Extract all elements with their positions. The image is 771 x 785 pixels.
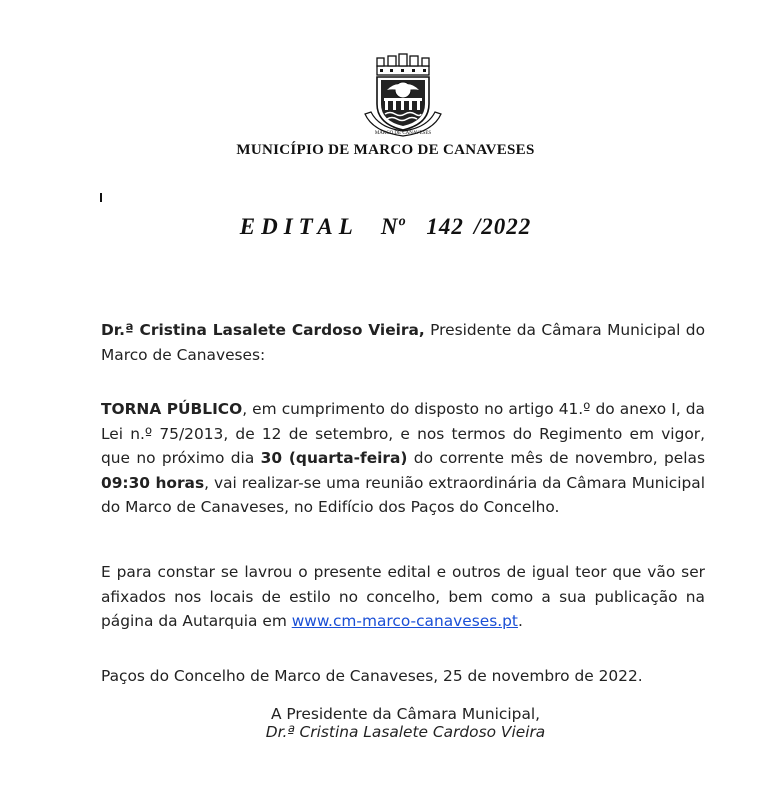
president-name: Dr.ª Cristina Lasalete Cardoso Vieira, [101,321,425,339]
crest-motto: MARCO DE CANAVESES [374,131,432,136]
meeting-day: 30 (quarta-feira) [260,449,408,467]
edital-year: /2022 [473,214,532,239]
signature-name: Dr.ª Cristina Lasalete Cardoso Vieira [265,723,546,741]
document-title [0,214,771,240]
website-link[interactable]: www.cm-marco-canaveses.pt [291,612,518,630]
municipal-crest-logo [363,52,443,138]
edital-number: 142 [426,214,464,239]
date-line: Paços do Concelho de Marco de Canaveses, 25 de novembro de 2022. [101,667,643,685]
torna-publico: TORNA PÚBLICO [101,400,243,418]
paragraph-president [101,318,705,367]
president-role: Presidente da Câmara Municipal do Marco de Canaveses: [101,321,705,364]
paragraph-publication: E para constar se lavrou o presente edital e outros de igual teor que vão ser afixados nos locais de estilo no concelho, bem como a sua publicação na página da Autarquia em www.cm-marco-canaveses.pt. [101,563,705,630]
meeting-time: 09:30 horas [101,473,205,492]
signature-role: A Presidente da Câmara Municipal, [270,705,541,723]
edital-word: EDITAL [239,214,359,239]
text-cursor-mark [100,193,102,202]
municipality-name: MUNICÍPIO DE MARCO DE CANAVESES [236,142,535,158]
number-sign: Nº [380,214,405,239]
paragraph-announcement: TORNA PÚBLICO, em cumprimento do disposto no artigo 41.º do anexo I, da Lei n.º 75/2013, de 12 de setembro, e nos termos do Regimento em vigor, que no próximo dia 30 (quarta-feira) do corrente mês de novembro, pelas 09:30 horas, vai realizar-se uma reunião extraordinária da Câmara Municipal do Marco de Canaveses, no Edifício dos Paços do Concelho. [101,400,706,516]
